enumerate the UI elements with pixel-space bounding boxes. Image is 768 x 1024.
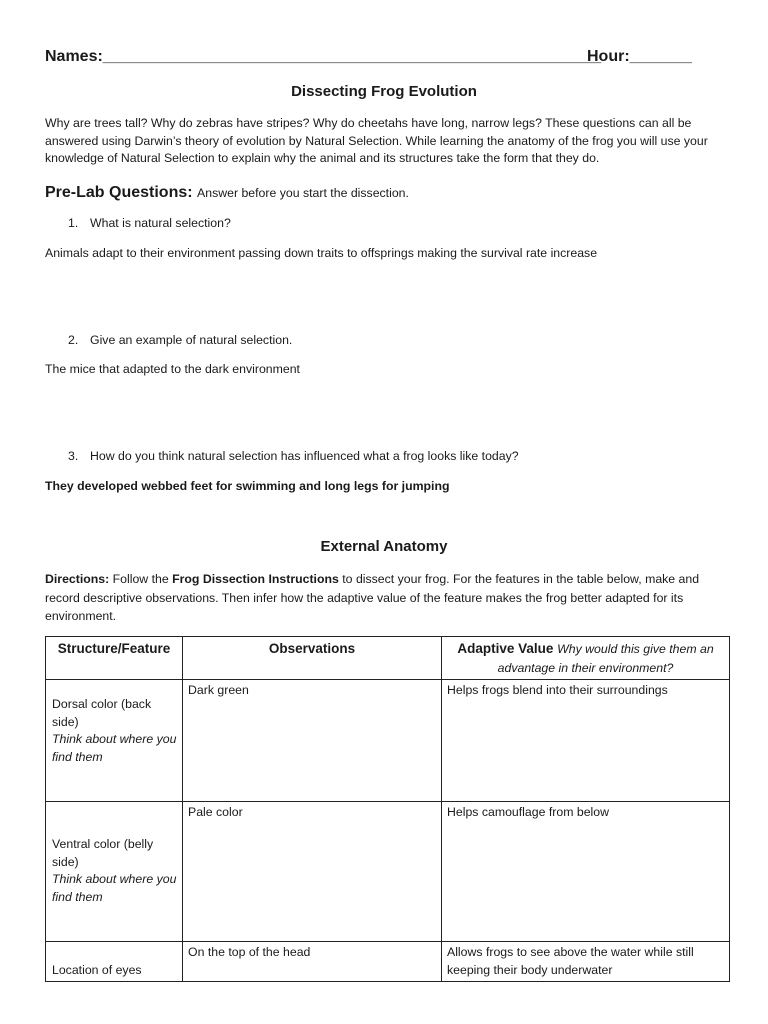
prelab-instruction: Answer before you start the dissection. — [197, 186, 409, 200]
names-field: Names:________________________________________________________ — [45, 48, 602, 65]
table-header-row — [46, 637, 730, 680]
observation-cell[interactable]: On the top of the head — [183, 942, 442, 982]
directions-label: Directions: — [45, 572, 110, 586]
section-heading-external-anatomy: External Anatomy — [320, 538, 448, 555]
directions-paragraph — [45, 570, 725, 626]
directions-text-pre: Follow the — [112, 572, 169, 586]
observation-cell[interactable]: Dark green — [183, 680, 442, 802]
header-structure: Structure/Feature — [46, 637, 183, 680]
intro-paragraph: Why are trees tall? Why do zebras have stripes? Why do cheetahs have long, narrow legs? These questions can all be answered using Darwin’s theory of evolution by Natural Selection. While learning the anatomy of the frog you will use your knowledge of Natural Selection to explain why the animal and its structures take the form that they do. — [45, 116, 708, 166]
feature-name: Ventral color (belly side) — [52, 837, 154, 869]
answer-2: The mice that adapted to the dark environment — [45, 362, 300, 376]
question-text: Give an example of natural selection. — [90, 333, 293, 347]
question-1 — [68, 216, 231, 230]
feature-name: Location of eyes — [52, 962, 142, 977]
observation-cell[interactable]: Pale color — [183, 802, 442, 942]
question-2 — [68, 333, 292, 347]
adaptive-value-cell[interactable]: Helps camouflage from below — [442, 802, 730, 942]
header-observations: Observations — [183, 637, 442, 680]
page-title: Dissecting Frog Evolution — [291, 83, 477, 100]
external-anatomy-table — [45, 636, 730, 982]
feature-cell — [46, 680, 183, 802]
question-text: How do you think natural selection has influenced what a frog looks like today? — [90, 449, 519, 463]
header-adaptive-value — [442, 637, 730, 680]
feature-hint: Think about where you find them — [52, 732, 177, 764]
adaptive-value-cell[interactable]: Helps frogs blend into their surroundings — [442, 680, 730, 802]
feature-hint: Think about where you find them — [52, 872, 177, 904]
question-text: What is natural selection? — [90, 216, 231, 230]
prelab-title: Pre-Lab Questions: — [45, 184, 193, 201]
table-row — [46, 942, 730, 982]
feature-cell — [46, 802, 183, 942]
table-row — [46, 802, 730, 942]
directions-instructions-ref: Frog Dissection Instructions — [172, 572, 339, 586]
header-adaptive-label: Adaptive Value — [457, 641, 554, 656]
directions-text-post: to dissect your frog. For the features in the table below, make and record descriptive observations. Then infer how the adaptive value of the feature makes the frog better adapted for its environment. — [45, 572, 700, 623]
hour-field: Hour:_______ — [587, 48, 692, 65]
answer-3: They developed webbed feet for swimming and long legs for jumping — [45, 479, 450, 493]
feature-name: Dorsal color (back side) — [52, 697, 152, 729]
answer-1: Animals adapt to their environment passing down traits to offsprings making the survival rate increase — [45, 246, 598, 260]
feature-cell — [46, 942, 183, 982]
question-number: 3. — [68, 449, 79, 463]
adaptive-value-cell[interactable]: Allows frogs to see above the water while still keeping their body underwater — [442, 942, 730, 982]
prelab-heading — [45, 184, 409, 202]
header-adaptive-note: Why would this give them an advantage in their environment? — [497, 642, 714, 675]
question-number: 2. — [68, 333, 79, 347]
question-3 — [68, 449, 519, 463]
question-number: 1. — [68, 216, 79, 230]
table-row — [46, 680, 730, 802]
